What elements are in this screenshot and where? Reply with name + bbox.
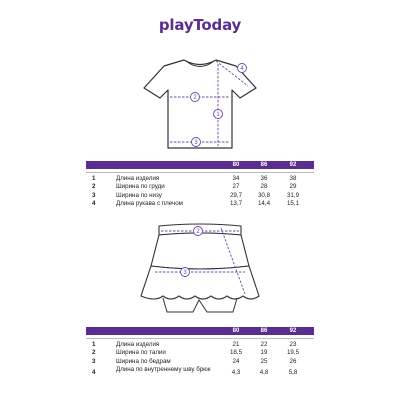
- brand-logo: playToday: [158, 16, 242, 34]
- skirt-lower-tier: [141, 266, 259, 299]
- size-header: 92: [289, 328, 297, 334]
- table-header: [86, 327, 314, 335]
- table-row: [86, 183, 314, 192]
- table-row: [86, 349, 314, 358]
- cell-value: 27: [232, 183, 240, 191]
- marker-3: [181, 268, 190, 277]
- table-row: [86, 358, 314, 367]
- svg-text:2: 2: [193, 95, 197, 102]
- size-header: 92: [289, 162, 297, 168]
- row-label: Ширина по низу: [116, 191, 162, 199]
- table-row: [86, 200, 314, 209]
- row-number: 3: [92, 191, 96, 199]
- cell-value: 14,4: [257, 200, 271, 208]
- cell-value: 4,3: [231, 369, 241, 377]
- svg-text:1: 1: [216, 112, 220, 119]
- cell-value: 30,8: [257, 191, 271, 199]
- cell-value: 5,8: [288, 369, 298, 377]
- cell-value: 28: [260, 183, 268, 191]
- cell-value: 31,9: [286, 191, 300, 199]
- row-label: Ширина по талии: [116, 349, 166, 357]
- row-label: Длина изделия: [116, 174, 160, 182]
- tshirt-size-table: [86, 161, 314, 209]
- cell-value: 29: [289, 183, 297, 191]
- row-label: Длина рукава с плечом: [116, 200, 183, 208]
- row-number: 3: [92, 357, 96, 365]
- marker-3: [192, 138, 201, 147]
- table-row: [86, 175, 314, 184]
- cell-value: 29,7: [229, 191, 243, 199]
- table-row: [86, 192, 314, 201]
- svg-text:2: 2: [196, 229, 200, 236]
- cell-value: 19,5: [286, 349, 300, 357]
- cell-value: 13,7: [229, 200, 243, 208]
- size-header: 86: [260, 328, 268, 334]
- marker-2: [194, 227, 203, 236]
- row-number: 2: [92, 349, 96, 357]
- table-row: [86, 366, 314, 380]
- marker-4: [238, 64, 247, 73]
- size-header: 80: [232, 162, 240, 168]
- cell-value: 21: [232, 340, 240, 348]
- table-row: [86, 341, 314, 350]
- size-header: 86: [260, 162, 268, 168]
- cell-value: 19: [260, 349, 268, 357]
- row-number: 2: [92, 183, 96, 191]
- cell-value: 38: [289, 174, 297, 182]
- skirt-size-table: [86, 327, 314, 380]
- row-label: Ширина по груди: [116, 183, 165, 191]
- svg-text:3: 3: [183, 270, 187, 277]
- row-label: Длина по внутреннему шву брюк: [116, 366, 211, 374]
- cell-value: 36: [260, 174, 268, 182]
- cell-value: 25: [260, 357, 268, 365]
- size-header: 80: [232, 328, 240, 334]
- marker-2: [191, 93, 200, 102]
- cell-value: 15,1: [286, 200, 300, 208]
- cell-value: 23: [289, 340, 297, 348]
- cell-value: 26: [289, 357, 297, 365]
- cell-value: 34: [232, 174, 240, 182]
- row-number: 1: [92, 340, 96, 348]
- tshirt-diagram: [140, 56, 260, 156]
- cell-value: 18,5: [229, 349, 243, 357]
- row-number: 1: [92, 174, 96, 182]
- cell-value: 22: [260, 340, 268, 348]
- svg-text:3: 3: [194, 140, 198, 147]
- cell-value: 24: [232, 357, 240, 365]
- row-number: 4: [92, 369, 96, 377]
- table-header: [86, 161, 314, 169]
- marker-1: [214, 110, 223, 119]
- cell-value: 4,8: [259, 369, 269, 377]
- row-label: Ширина по бедрам: [116, 357, 171, 365]
- shorts-legs: [163, 298, 237, 312]
- row-number: 4: [92, 200, 96, 208]
- tshirt-outline: [144, 60, 256, 148]
- skirt-diagram: [137, 222, 263, 318]
- svg-text:4: 4: [240, 66, 244, 73]
- row-label: Длина изделия: [116, 340, 160, 348]
